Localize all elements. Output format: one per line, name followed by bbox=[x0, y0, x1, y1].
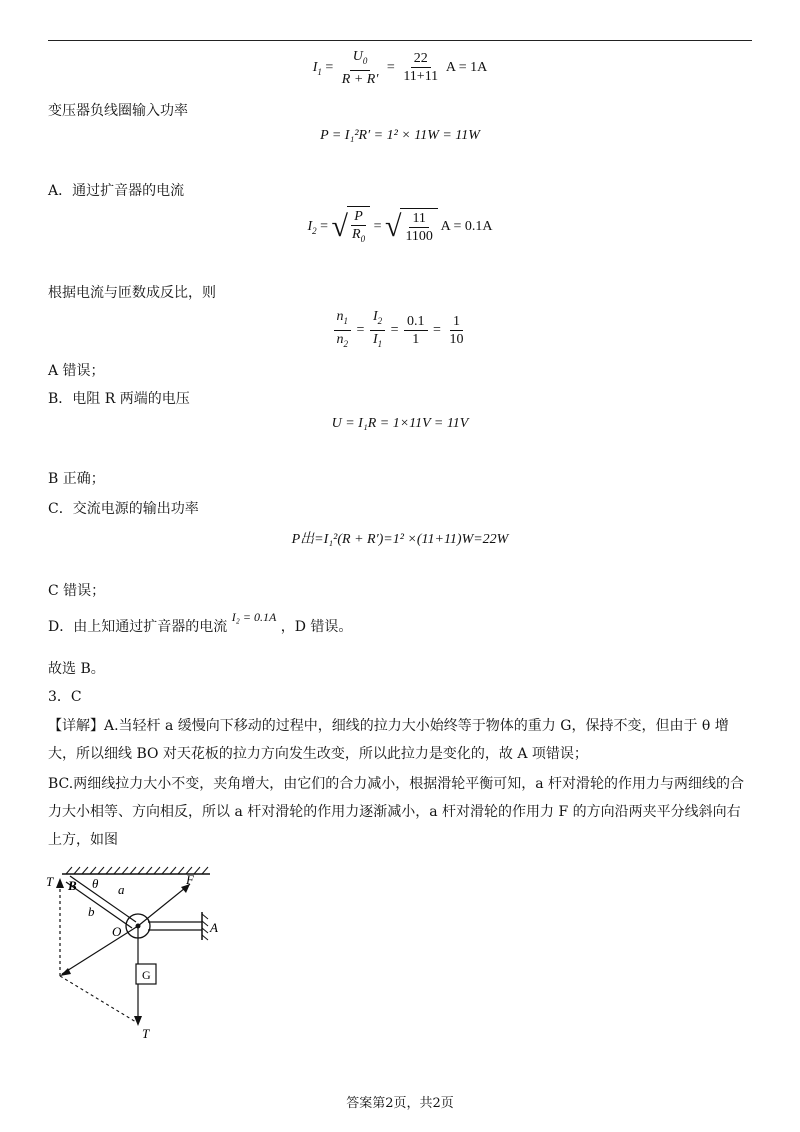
parallelogram-dashed bbox=[60, 976, 136, 1022]
equation-output-power: P出=I₁²(R + R′)=1² ×(11+11)W=22W bbox=[291, 532, 509, 547]
resultant-arrow bbox=[62, 926, 138, 974]
force-diagram bbox=[40, 864, 260, 1044]
equation-current-i1: $I_1$ = $\frac{U_0}{R + R'}$ = $\frac{22}{11+11}$ A = 1A bbox=[312, 49, 488, 87]
label-a-wall: A bbox=[210, 920, 218, 935]
text-option-a: A．通过扩音器的电流 bbox=[48, 183, 185, 199]
label-t-top: T bbox=[46, 874, 54, 889]
page-footer: 答案第2页，共2页 bbox=[346, 1096, 454, 1111]
label-b-string: b bbox=[88, 904, 95, 919]
label-theta: θ bbox=[92, 876, 99, 891]
label-a: a bbox=[118, 882, 125, 897]
explanation-paragraph-2: BC.两细线拉力大小不变，夹角增大，由它们的合力减小，根据滑轮平衡可知，a 杆对滑轮的作用力与两细线的合力大小相等、方向相反，所以 a 杆对滑轮的作用力逐渐减小，a 杆对滑轮的作用力 F 的方向沿两夹平分线斜向右上方，如图 bbox=[48, 776, 745, 848]
text-a-wrong: A 错误； bbox=[48, 363, 105, 379]
force-f-arrow bbox=[138, 884, 190, 926]
header-rule bbox=[48, 40, 752, 41]
label-f: F bbox=[186, 872, 194, 887]
equation-power: P = I₁²R′ = 1² × 11W = 11W bbox=[320, 128, 480, 143]
label-g: G bbox=[142, 968, 151, 982]
label-t-bottom: T bbox=[142, 1026, 150, 1041]
equation-current-i2: $I_2$ = √ $\frac{P}{R_0}$ = √ $\frac{11}{1100}$ A = 0.1A bbox=[0, 206, 800, 248]
text-option-c: C．交流电源的输出功率 bbox=[48, 501, 199, 517]
question-3-number: 3．C bbox=[48, 689, 82, 705]
text-option-b: B．电阻 R 两端的电压 bbox=[48, 391, 190, 407]
equation-turns-ratio: $\frac{n_1}{n_2}$ = $\frac{I_2}{I_1}$ = $\frac{0.1}{1}$ = $\frac{1}{10}$ bbox=[0, 308, 800, 353]
text-ratio: 根据电流与匝数成反比，则 bbox=[48, 285, 216, 301]
rod-a bbox=[70, 876, 136, 922]
text-option-d: D．由上知通过扩音器的电流 I₂ = 0.1A ，D 错误。 bbox=[48, 610, 353, 635]
label-o: O bbox=[112, 924, 122, 939]
text-input-power: 变压器负线圈输入功率 bbox=[48, 103, 188, 119]
text-b-right: B 正确； bbox=[48, 471, 105, 487]
text-choose: 故选 B。 bbox=[48, 661, 105, 677]
label-b: B bbox=[68, 878, 77, 893]
explanation-paragraph-1: 【详解】A.当轻杆 a 缓慢向下移动的过程中，细线的拉力大小始终等于物体的重力 G，保持不变，但由于 θ 增大，所以细线 BO 对天花板的拉力方向发生改变，所以此拉力是变化的，故 A 项错误； bbox=[48, 718, 729, 762]
equation-voltage: U = I₁R = 1×11V = 11V bbox=[331, 416, 469, 431]
text-c-wrong: C 错误； bbox=[48, 583, 106, 599]
inline-equation-i2: I₂ = 0.1A bbox=[231, 610, 277, 624]
